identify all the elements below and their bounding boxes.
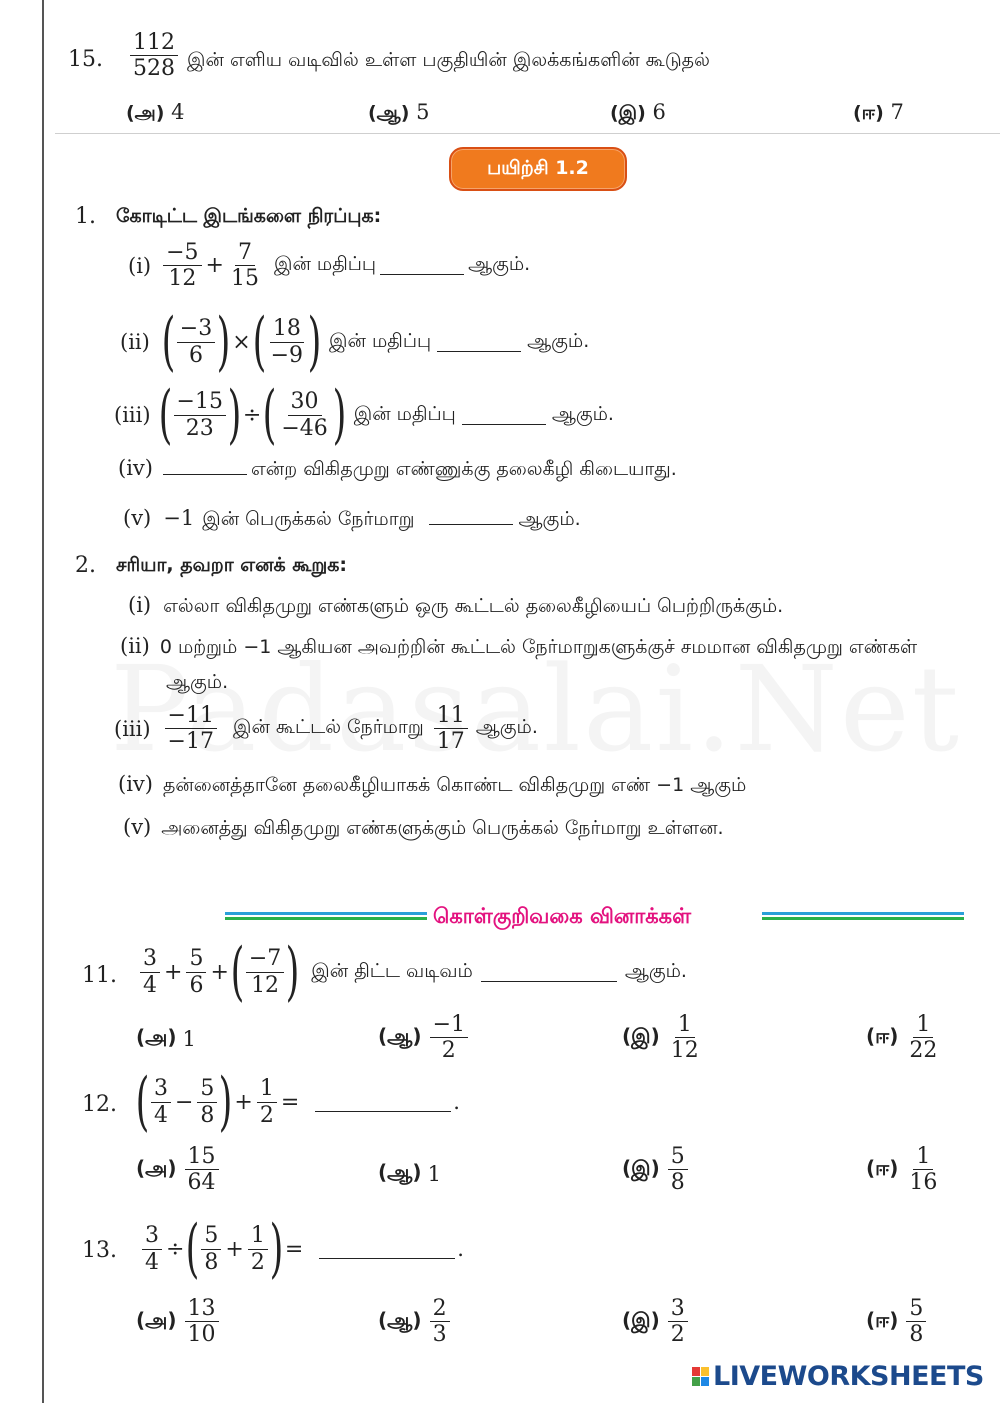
blank-input[interactable] [437, 333, 521, 352]
q13-option-c[interactable]: (இ) 3 2 [622, 1296, 690, 1348]
s2-item-ii: (ii) 0 மற்றும் −1 ஆகியன அவற்றின் கூட்டல் நேர்மாறுகளுக்குச் சமமான விகிதமுறு எண்கள் [120, 634, 918, 658]
q13-option-a[interactable]: (அ) 13 10 [136, 1296, 221, 1348]
s1-item-ii: (ii) ( −3 6 ) × ( 18 −9 ) இன் மதிப்பு ஆகும். [120, 305, 590, 379]
section2-title: சரியா, தவறா எனக் கூறுக: [116, 554, 347, 576]
logo-square [701, 1377, 709, 1386]
logo-square [701, 1367, 709, 1376]
s2-item-ii-cont: ஆகும். [166, 671, 229, 693]
s1-item-v: (v) −1 இன் பெருக்கல் நேர்மாறு ஆகும். [123, 506, 581, 530]
s2-item-iv: (iv) தன்னைத்தானே தலைகீழியாகக் கொண்ட விகிதமுறு எண் −1 ஆகும் [118, 772, 747, 796]
q12-expression: ( 3 4 − $\frac{5}{8}$ ) + $\frac{1}{2}$ = . [135, 1065, 460, 1139]
q15-number: 15. [68, 47, 103, 72]
logo-grid-icon [692, 1367, 709, 1386]
logo-square [692, 1377, 700, 1386]
blank-input[interactable] [163, 456, 247, 475]
s2-item-v: (v) அனைத்து விகிதமுறு எண்களுக்கும் பெருக்கல் நேர்மாறு உள்ளன. [123, 815, 724, 839]
q12-number: 12. [82, 1092, 117, 1117]
q11-number: 11. [82, 963, 117, 988]
exercise-title-badge: பயிற்சி 1.2 [449, 147, 627, 191]
blank-input[interactable] [319, 1240, 455, 1259]
blank-input[interactable] [481, 963, 617, 982]
q13-option-d[interactable]: (ஈ) 5 8 [866, 1296, 928, 1348]
logo-square [692, 1367, 700, 1376]
s1-item-i: (i) −5 12 + $\frac{7}{15}$ இன் மதிப்பு ஆகும். [128, 240, 531, 292]
heading-bar-left [225, 912, 427, 920]
liveworksheets-logo[interactable] [692, 1361, 984, 1392]
q15-option-a[interactable]: (அ) 4 [126, 100, 185, 124]
q11-option-b[interactable]: (ஆ) −1 2 [378, 1012, 470, 1064]
blank-input[interactable] [380, 256, 464, 275]
q15-option-b[interactable]: (ஆ) 5 [368, 100, 430, 124]
q11-option-c[interactable]: (இ) 1 12 [622, 1012, 699, 1064]
blank-input[interactable] [462, 406, 546, 425]
q12-option-d[interactable]: (ஈ) 1 16 [866, 1144, 938, 1196]
q12-option-b[interactable]: (ஆ) 1 [378, 1160, 441, 1186]
blank-input[interactable] [429, 506, 513, 525]
q11-expression: 3 4 + $\frac{5}{6}$ + ( −7 12 ) இன் திட்ட வடிவம் ஆகும். [138, 940, 687, 1004]
blank-input[interactable] [315, 1093, 451, 1112]
q13-expression: $\frac{3}{4}$ ÷ ( 5 8 + $\frac{1}{2}$ ) = . [140, 1217, 464, 1281]
q15-fraction: $\frac{112}{528}$ [128, 30, 180, 82]
section1-number: 1. [75, 204, 96, 229]
s2-item-iii: (iii) −11 −17 இன் கூட்டல் நேர்மாறு 11 17 ஆகும். [114, 703, 538, 755]
section1-title: கோடிட்ட இடங்களை நிரப்புக: [116, 205, 382, 227]
q15-text: இன் எளிய வடிவில் உள்ள பகுதியின் இலக்கங்களின் கூடுதல் [187, 49, 710, 71]
s1-item-iii: (iii) ( −15 23 ) ÷ ( 30 −46 ) இன் மதிப்பு ஆகும். [114, 378, 614, 452]
q15-option-c[interactable]: (இ) 6 [610, 100, 666, 124]
q11-option-d[interactable]: (ஈ) 1 22 [866, 1012, 938, 1064]
s2-item-i: (i) எல்லா விகிதமுறு எண்களும் ஒரு கூட்டல் தலைகீழியைப் பெற்றிருக்கும். [128, 593, 784, 617]
section2-number: 2. [75, 553, 96, 578]
q13-option-b[interactable]: (ஆ) 2 3 [378, 1296, 452, 1348]
heading-bar-right [762, 912, 964, 920]
q13-number: 13. [82, 1238, 117, 1263]
s1-item-iv: (iv) என்ற விகிதமுறு எண்ணுக்கு தலைகீழி கிடையாது. [118, 456, 677, 480]
q12-option-c[interactable]: (இ) 5 8 [622, 1144, 690, 1196]
q15-option-d[interactable]: (ஈ) 7 [853, 100, 904, 124]
left-margin-line [42, 0, 44, 1403]
divider [55, 133, 1000, 134]
q11-option-a[interactable]: (அ) 1 [136, 1025, 196, 1051]
mcq-heading: கொள்குறிவகை வினாக்கள் [433, 904, 692, 928]
q12-option-a[interactable]: (அ) 15 64 [136, 1144, 221, 1196]
logo-text: LIVEWORKSHEETS [713, 1361, 984, 1392]
